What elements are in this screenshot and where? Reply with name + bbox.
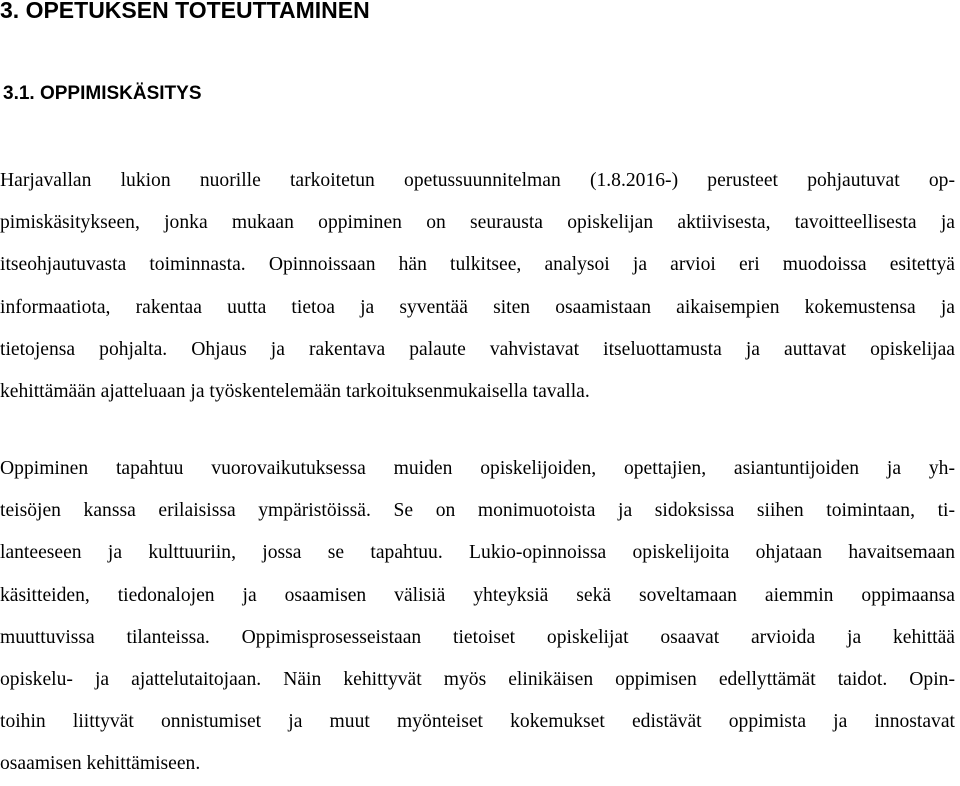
- paragraph-2: [0, 448, 955, 786]
- paragraph-line: informaatiota, rakentaa uutta tietoa ja syventää siten osaamistaan aikaisempien kokemustensa ja: [0, 296, 955, 318]
- paragraph-line: käsitteiden, tiedonalojen ja osaamisen välisiä yhteyksiä sekä soveltamaan aiemmin oppimaansa: [0, 584, 955, 606]
- paragraph-line: lanteeseen ja kulttuuriin, jossa se tapahtuu. Lukio-opinnoissa opiskelijoita ohjataan havaitsemaan: [0, 542, 955, 564]
- paragraph-line: toihin liittyvät onnistumiset ja muut myönteiset kokemukset edistävät oppimista ja innostavat: [0, 711, 955, 733]
- paragraph-line: teisöjen kanssa erilaisissa ympäristöissä. Se on monimuotoista ja sidoksissa siihen toimintaan, ti-: [0, 500, 955, 522]
- paragraph-1: [0, 160, 955, 413]
- paragraph-line: kehittämään ajatteluaan ja työskentelemään tarkoituksenmukaisella tavalla.: [0, 380, 590, 402]
- paragraph-line: osaamisen kehittämiseen.: [0, 753, 201, 775]
- paragraph-line: muuttuvissa tilanteissa. Oppimisprosesseistaan tietoiset opiskelijat osaavat arvioida ja kehittää: [0, 626, 955, 648]
- paragraph-line: Harjavallan lukion nuorille tarkoitetun opetussuunnitelman (1.8.2016-) perusteet pohjautuvat op-: [0, 170, 955, 191]
- paragraph-line: Oppiminen tapahtuu vuorovaikutuksessa muiden opiskelijoiden, opettajien, asiantuntijoiden ja yh-: [0, 458, 955, 479]
- paragraph-line: tietojensa pohjalta. Ohjaus ja rakentava palaute vahvistavat itseluottamusta ja auttavat opiskelijaa: [0, 338, 955, 360]
- section-heading: 3. OPETUKSEN TOTEUTTAMINEN: [0, 0, 370, 23]
- paragraph-line: pimiskäsitykseen, jonka mukaan oppiminen on seurausta opiskelijan aktiivisesta, tavoitteellisesta ja: [0, 212, 955, 234]
- paragraph-line: opiskelu- ja ajattelutaitojaan. Näin kehittyvät myös elinikäisen oppimisen edellyttämät taidot. Opin-: [0, 668, 955, 690]
- paragraph-line: itseohjautuvasta toiminnasta. Opinnoissaan hän tulkitsee, analysoi ja arvioi eri muodoissa esitettyä: [0, 254, 955, 276]
- subsection-heading: 3.1. OPPIMISKÄSITYS: [3, 83, 202, 104]
